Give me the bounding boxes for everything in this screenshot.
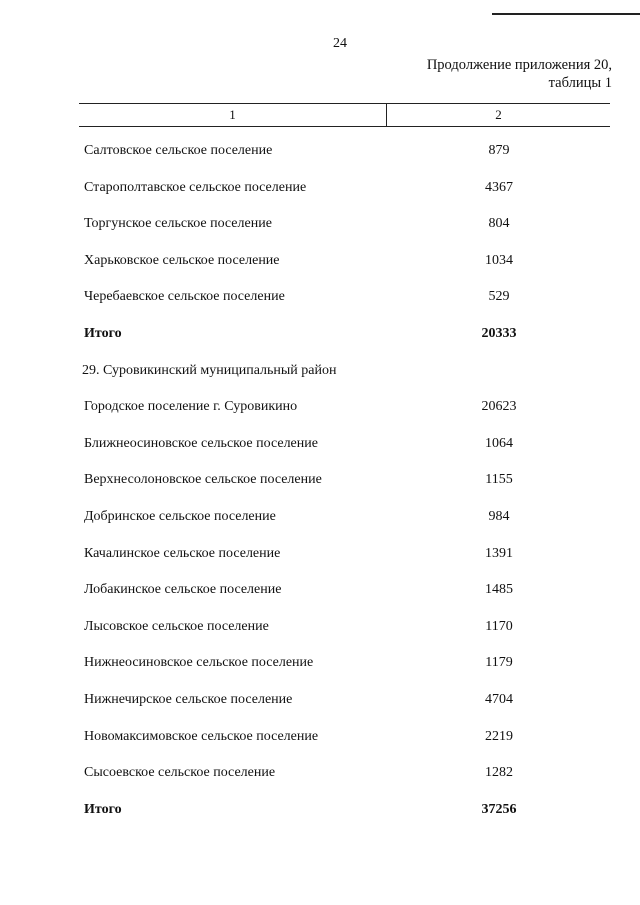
table-row [0,399,640,421]
table-row [0,509,640,531]
table-row [0,180,640,202]
total-row [0,326,640,348]
row-value: 1179 [485,655,513,670]
table-row [0,582,640,604]
section-heading-row [0,363,640,385]
table-row [0,436,640,458]
row-value: 804 [488,216,510,231]
row-value: 529 [488,289,510,304]
table-row [0,472,640,494]
row-value: 1282 [485,765,513,780]
row-name: Итого [84,326,122,341]
row-name: Старополтавское сельское поселение [84,180,307,195]
total-row [0,802,640,824]
table-row [0,655,640,677]
row-value: 2219 [485,729,513,744]
row-name: Лысовское сельское поселение [84,619,269,634]
row-name: 29. Суровикинский муниципальный район [82,363,337,378]
row-name: Ближнеосиновское сельское поселение [84,436,318,451]
row-value: 984 [488,509,510,524]
appendix-note [427,56,612,92]
row-name: Качалинское сельское поселение [84,546,281,561]
row-value: 1391 [485,546,513,561]
row-value: 37256 [481,802,517,817]
row-name: Сысоевское сельское поселение [84,765,276,780]
table-header [79,103,610,127]
row-value: 20623 [481,399,517,414]
row-name: Городское поселение г. Суровикино [84,399,298,414]
table-row [0,289,640,311]
row-name: Добринское сельское поселение [84,509,276,524]
table-row [0,143,640,165]
row-value: 4704 [485,692,513,707]
row-name: Итого [84,802,122,817]
row-value: 1170 [485,619,513,634]
table-row [0,619,640,641]
row-name: Нижнечирское сельское поселение [84,692,293,707]
row-name: Черебаевское сельское поселение [84,289,285,304]
row-value: 20333 [481,326,517,341]
row-value: 1034 [485,253,513,268]
table-row [0,729,640,751]
table-row [0,765,640,787]
row-value: 4367 [485,180,513,195]
row-name: Харьковское сельское поселение [84,253,280,268]
row-value: 879 [488,143,510,158]
row-name: Верхнесолоновское сельское поселение [84,472,322,487]
scan-edge-line [492,0,640,15]
column-header-2: 2 [386,104,610,126]
row-name: Торгунское сельское поселение [84,216,272,231]
row-name: Лобакинское сельское поселение [84,582,282,597]
table-row [0,253,640,275]
appendix-note-line2: таблицы 1 [548,75,612,91]
appendix-note-line1: Продолжение приложения 20, [426,57,612,73]
table-row [0,692,640,714]
row-value: 1485 [485,582,513,597]
page-number: 24 [333,36,347,51]
row-name: Нижнеосиновское сельское поселение [84,655,314,670]
row-value: 1155 [485,472,513,487]
column-header-1: 1 [229,107,236,122]
row-name: Салтовское сельское поселение [84,143,273,158]
table-row [0,546,640,568]
table-row [0,216,640,238]
row-value: 1064 [485,436,513,451]
row-name: Новомаксимовское сельское поселение [84,729,319,744]
